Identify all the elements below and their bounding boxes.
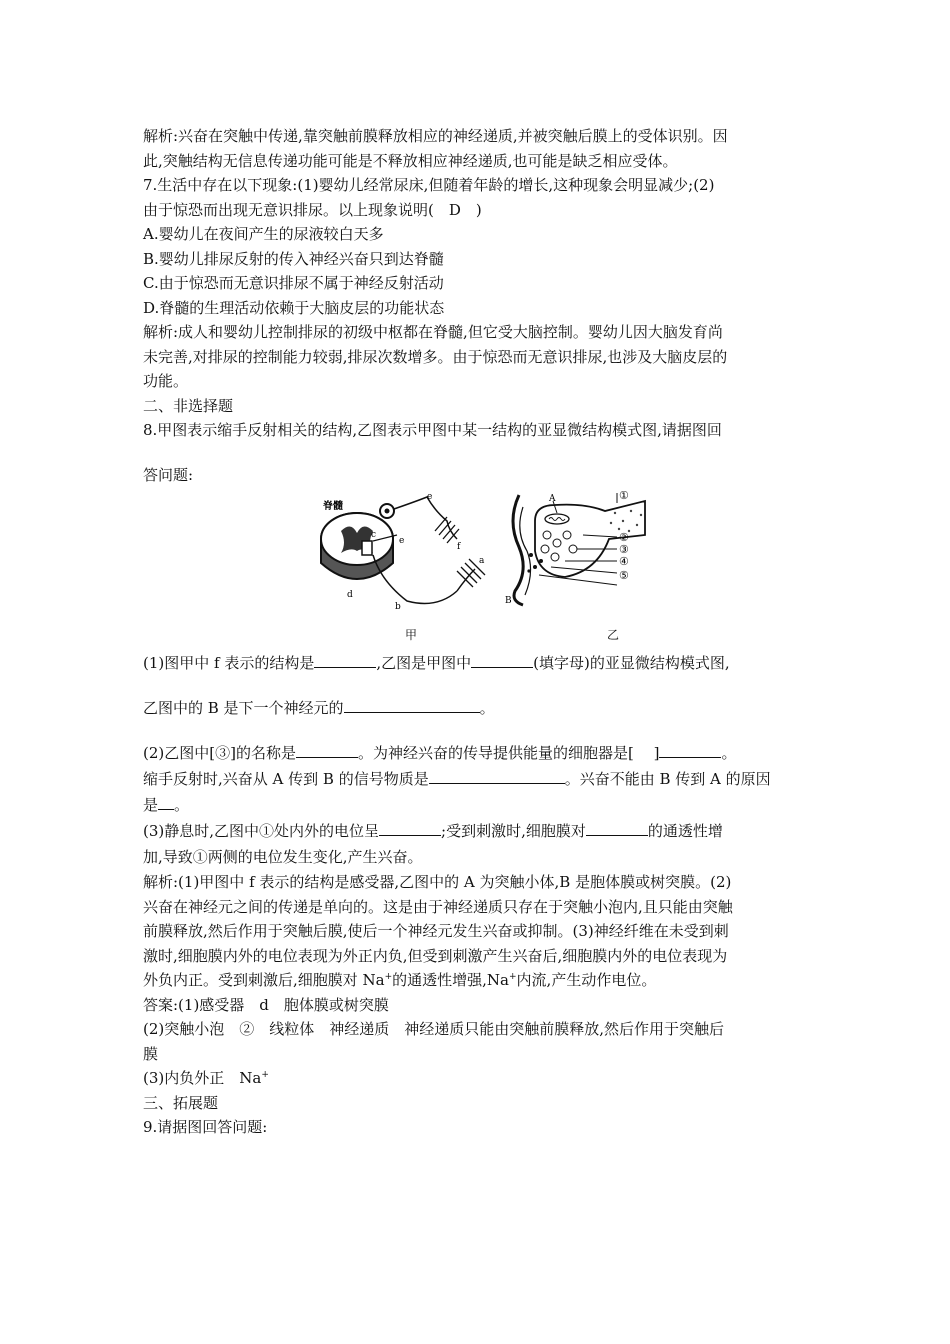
q8-analysis-line-1: 解析:(1)甲图中 f 表示的结构是感受器,乙图中的 A 为突触小体,B 是胞体膜或树突膜。(2) bbox=[143, 873, 732, 891]
figure-yi-label-5: ⑤ bbox=[619, 569, 629, 582]
q8-analysis-line-2: 兴奋在神经元之间的传递是单向的。这是由于神经递质只存在于突触小泡内,且只能由突触 bbox=[143, 897, 733, 916]
figure-yi-label-4: ④ bbox=[619, 555, 629, 568]
figure-yi-label-A: A bbox=[549, 494, 556, 504]
figure-jia-label-e: e bbox=[399, 536, 405, 546]
q8-part1-text-e: 。 bbox=[479, 698, 495, 717]
q8-answer-line-1: 答案:(1)感受器 d 胞体膜或树突膜 bbox=[143, 995, 389, 1014]
q8-part3-text-a: (3)静息时,乙图中①处内外的电位呈 bbox=[143, 822, 380, 840]
q7-analysis-line-3: 功能。 bbox=[143, 372, 189, 390]
figure-jia-label-a: a bbox=[479, 556, 485, 566]
figure-yi-label-1: ① bbox=[619, 491, 629, 502]
q8-part1-line-1 bbox=[143, 651, 811, 676]
q8-part2-text-e: 。兴奋不能由 B 传到 A 的原因 bbox=[564, 770, 771, 788]
q8-part2-text-g: 。 bbox=[174, 796, 190, 814]
figure-jia-label-f: f bbox=[457, 542, 461, 552]
q6-analysis-line-2: 此,突触结构无信息传递功能可能是不释放相应神经递质,也可能是缺乏相应受体。 bbox=[143, 151, 678, 170]
section-3-heading: 三、拓展题 bbox=[143, 1093, 219, 1112]
figure-jia-reflex-arc bbox=[307, 491, 507, 621]
q7-analysis-line-2: 未完善,对排尿的控制能力较弱,排尿次数增多。由于惊恐而无意识排尿,也涉及大脑皮层的 bbox=[143, 347, 728, 366]
q8-part1-text-b: ,乙图是甲图中 bbox=[376, 654, 472, 672]
figure-yi-label-2: ② bbox=[619, 531, 629, 544]
q8-part3-line-2: 加,导致①两侧的电位发生变化,产生兴奋。 bbox=[143, 848, 423, 866]
q8-answer-line-2: (2)突触小泡 ② 线粒体 神经递质 神经递质只能由突触前膜释放,然后作用于突触后 bbox=[143, 1020, 725, 1038]
q7-stem-line-2: 由于惊恐而出现无意识排尿。以上现象说明( D ) bbox=[143, 200, 482, 219]
figure-jia-label-b: b bbox=[395, 602, 401, 612]
figure-jia-label-spine: 脊髓 bbox=[323, 501, 343, 512]
q8-analysis-line-4: 激时,细胞膜内外的电位表现为外正内负,但受到刺激产生兴奋后,细胞膜内外的电位表现为 bbox=[143, 946, 728, 965]
section-2-heading: 二、非选择题 bbox=[143, 396, 234, 415]
q9-stem: 9.请据图回答问题: bbox=[143, 1118, 268, 1136]
answer-blank[interactable] bbox=[471, 651, 533, 668]
answer-blank[interactable] bbox=[344, 696, 480, 713]
superscript-plus: + bbox=[509, 972, 517, 982]
figure-yi-caption: 乙 bbox=[607, 628, 620, 642]
q8-part1-text-c: (填字母)的亚显微结构模式图, bbox=[533, 654, 730, 672]
q8-part3-text-b: ;受到刺激时,细胞膜对 bbox=[441, 822, 586, 840]
q7-stem-line-1: 7.生活中存在以下现象:(1)婴幼儿经常尿床,但随着年龄的增长,这种现象会明显减少;(2) bbox=[143, 176, 715, 194]
q8-analysis-text-b: 的通透性增强,Na bbox=[392, 971, 509, 989]
q7-option-a: A.婴幼儿在夜间产生的尿液较白天多 bbox=[143, 225, 384, 243]
figure-jia-label-d: d bbox=[347, 590, 353, 600]
q8-part2-line-3 bbox=[143, 792, 811, 818]
figure-jia-label-e-top: e bbox=[427, 492, 433, 502]
answer-blank[interactable] bbox=[158, 793, 174, 810]
q8-stem-line-1: 8.甲图表示缩手反射相关的结构,乙图表示甲图中某一结构的亚显微结构模式图,请据图回 bbox=[143, 421, 722, 439]
figure-yi-label-3: ③ bbox=[619, 543, 629, 556]
answer-blank[interactable] bbox=[659, 741, 721, 758]
q8-part2-text-d: 缩手反射时,兴奋从 A 传到 B 的信号物质是 bbox=[143, 770, 429, 788]
q8-answer-line-2b: 膜 bbox=[143, 1044, 159, 1063]
q6-analysis-line-1: 解析:兴奋在突触中传递,靠突触前膜释放相应的神经递质,并被突触后膜上的受体识别。因 bbox=[143, 127, 728, 145]
q7-option-d: D.脊髓的生理活动依赖于大脑皮层的功能状态 bbox=[143, 298, 445, 317]
q8-part2-text-b: 。为神经兴奋的传导提供能量的细胞器是[ ] bbox=[357, 744, 660, 762]
q8-part1-line-2 bbox=[143, 696, 811, 721]
q8-analysis-text-c: 内流,产生动作电位。 bbox=[516, 971, 657, 989]
q8-stem-line-2: 答问题: bbox=[143, 465, 194, 484]
q8-part3-text-c: 的通透性增 bbox=[647, 822, 723, 840]
q8-part2-text-a: (2)乙图中[③]的名称是 bbox=[143, 744, 296, 762]
q8-part2-line-2 bbox=[143, 766, 811, 792]
q8-part1-text-d: 乙图中的 B 是下一个神经元的 bbox=[143, 698, 344, 717]
q8-part2-line-1 bbox=[143, 740, 811, 766]
q8-analysis-line-3: 前膜释放,然后作用于突触后膜,使后一个神经元发生兴奋或抑制。(3)神经纤维在未受到刺 bbox=[143, 922, 729, 940]
figure-jia-label-c: c bbox=[371, 530, 377, 540]
figure-yi-synapse bbox=[505, 491, 655, 616]
answer-blank[interactable] bbox=[429, 767, 565, 784]
q8-part1-text-a: (1)图甲中 f 表示的结构是 bbox=[143, 654, 315, 672]
figure-yi-label-B: B bbox=[505, 596, 512, 606]
q8-part2-text-c: 。 bbox=[721, 744, 737, 762]
q8-figures bbox=[143, 491, 811, 641]
q8-analysis-line-5 bbox=[143, 968, 811, 993]
q8-part2-text-f: 是 bbox=[143, 796, 159, 814]
q7-option-c: C.由于惊恐而无意识排尿不属于神经反射活动 bbox=[143, 274, 444, 292]
superscript-plus: + bbox=[261, 1070, 269, 1080]
answer-blank[interactable] bbox=[379, 819, 441, 836]
superscript-plus: + bbox=[384, 972, 393, 982]
answer-blank[interactable] bbox=[586, 819, 648, 836]
q8-analysis-text-a: 外负内正。受到刺激后,细胞膜对 Na bbox=[143, 971, 385, 989]
q8-answer-text-3: (3)内负外正 Na bbox=[143, 1069, 262, 1087]
q8-answer-line-3 bbox=[143, 1066, 811, 1091]
document-page bbox=[143, 124, 811, 1140]
q7-option-b: B.婴幼儿排尿反射的传入神经兴奋只到达脊髓 bbox=[143, 249, 444, 268]
q7-analysis-line-1: 解析:成人和婴幼儿控制排尿的初级中枢都在脊髓,但它受大脑控制。婴幼儿因大脑发育尚 bbox=[143, 323, 723, 341]
answer-blank[interactable] bbox=[296, 741, 358, 758]
answer-blank[interactable] bbox=[314, 651, 376, 668]
figure-jia-caption: 甲 bbox=[405, 628, 418, 642]
q8-part3-line-1 bbox=[143, 818, 811, 844]
